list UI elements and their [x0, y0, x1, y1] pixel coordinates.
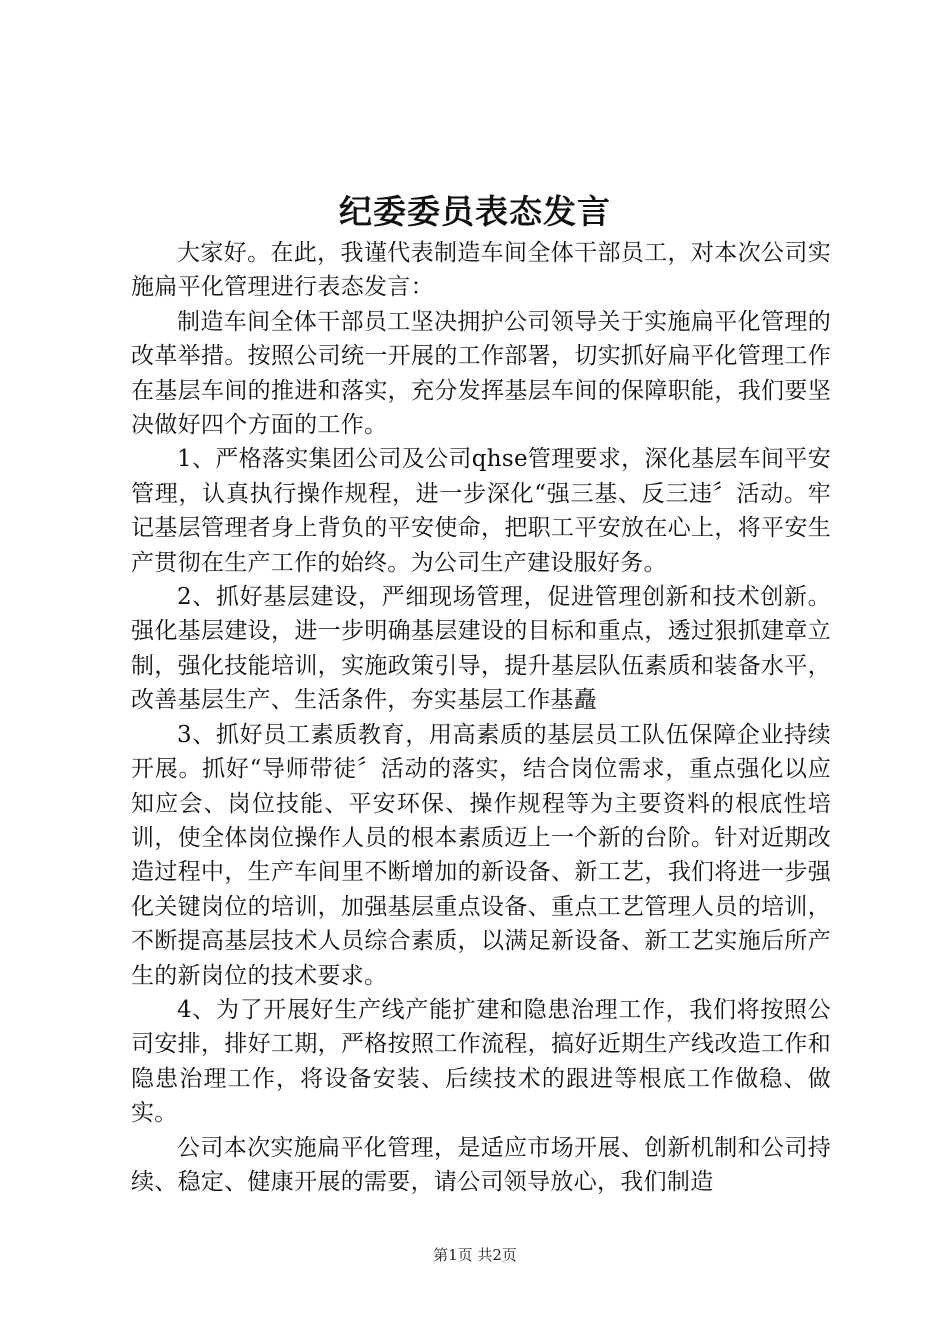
- paragraph-intro: 制造车间全体干部员工坚决拥护公司领导关于实施扁平化管理的改革举措。按照公司统一开展的工作部署，切实抓好扁平化管理工作在基层车间的推进和落实，充分发挥基层车间的保障职能，我们要坚决做好四个方面的工作。: [131, 308, 831, 439]
- paragraph-closing: 公司本次实施扁平化管理，是适应市场开展、创新机制和公司持续、稳定、健康开展的需要，请公司领导放心，我们制造: [131, 1134, 831, 1195]
- page-footer: 第1页 共2页: [433, 1246, 517, 1264]
- paragraph-point-3: 3、抓好员工素质教育，用高素质的基层员工队伍保障企业持续开展。抓好“导师带徒〞活动的落实，结合岗位需求，重点强化以应知应会、岗位技能、平安环保、操作规程等为主要资料的根底性培训，使全体岗位操作人员的根本素质迈上一个新的台阶。针对近期改造过程中，生产车间里不断增加的新设备、新工艺，我们将进一步强化关键岗位的培训，加强基层重点设备、重点工艺管理人员的培训，不断提高基层技术人员综合素质，以满足新设备、新工艺实施后所产生的新岗位的技术要求。: [131, 721, 831, 989]
- paragraph-point-1: 1、严格落实集团公司及公司qhse管理要求，深化基层车间平安管理，认真执行操作规程，进一步深化“强三基、反三违〞活动。牢记基层管理者身上背负的平安使命，把职工平安放在心上，将平安生产贯彻在生产工作的始终。为公司生产建设服好务。: [131, 446, 831, 576]
- page-title: 纪委委员表态发言: [339, 192, 611, 231]
- paragraph-point-2: 2、抓好基层建设，严细现场管理，促进管理创新和技术创新。强化基层建设，进一步明确基层建设的目标和重点，透过狠抓建章立制，强化技能培训，实施政策引导，提升基层队伍素质和装备水平，改善基层生产、生活条件，夯实基层工作基矗: [131, 584, 831, 714]
- paragraph-greeting: 大家好。在此，我谨代表制造车间全体干部员工，对本次公司实施扁平化管理进行表态发言：: [131, 240, 831, 301]
- document-body: [131, 236, 831, 1199]
- paragraph-point-4: 4、为了开展好生产线产能扩建和隐患治理工作，我们将按照公司安排，排好工期，严格按照工作流程，搞好近期生产线改造工作和隐患治理工作，将设备安装、后续技术的跟进等根底工作做稳、做实。: [131, 996, 831, 1127]
